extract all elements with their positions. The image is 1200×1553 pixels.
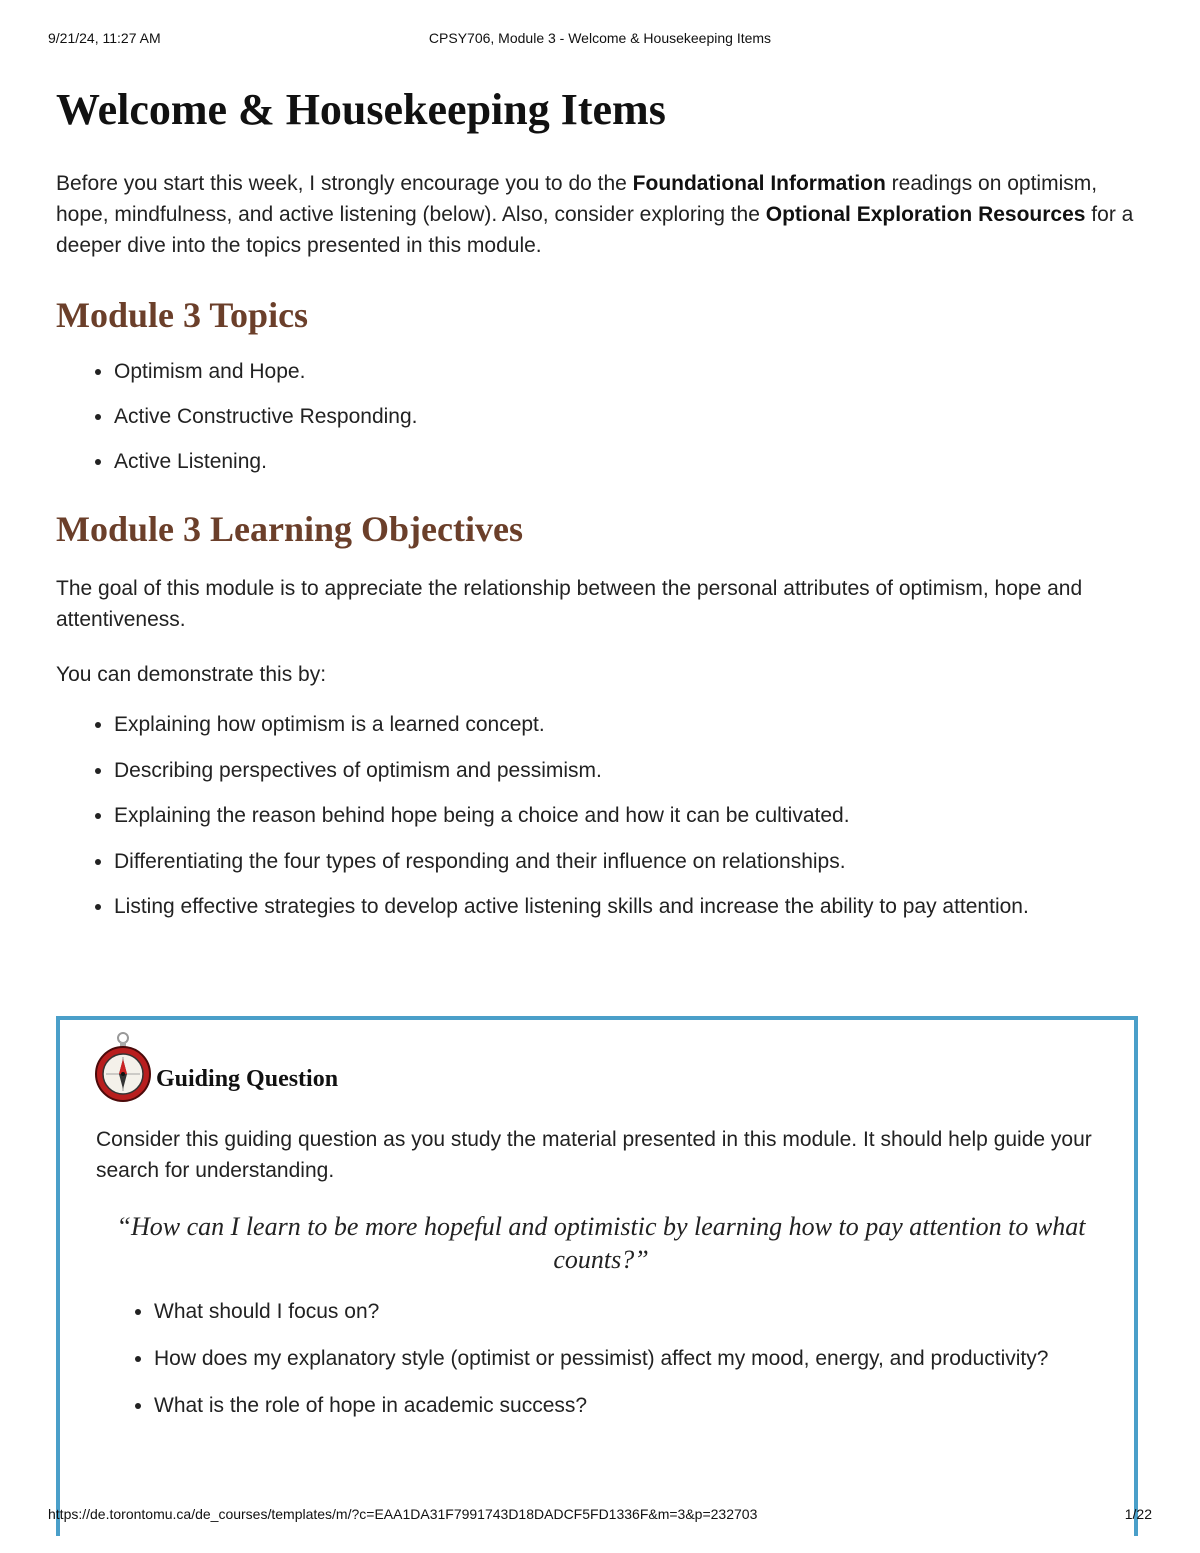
list-item: • Optimism and Hope. xyxy=(114,357,1146,387)
list-item: • Listing effective strategies to develop active listening skills and increase the ability to pay attention. xyxy=(114,892,1146,922)
print-datetime: 9/21/24, 11:27 AM xyxy=(48,30,161,46)
intro-text-3: for a deeper dive into the topics presented in this module. xyxy=(56,203,1134,257)
print-url: https://de.torontomu.ca/de_courses/templates/m/?c=EAA1DA31F7991743D18DADCF5FD1336F&m=3&p=232703 xyxy=(48,1506,758,1522)
list-item: • What is the role of hope in academic success? xyxy=(154,1391,1164,1421)
print-footer xyxy=(0,1506,1200,1526)
guiding-question-intro: Consider this guiding question as you study the material presented in this module. It should help guide your search for understanding. xyxy=(96,1128,1092,1182)
print-header xyxy=(0,30,1200,50)
guiding-question-title: Guiding Question xyxy=(156,1066,339,1092)
list-item: • Explaining the reason behind hope being a choice and how it can be cultivated. xyxy=(114,801,1146,831)
list-item: • Active Constructive Responding. xyxy=(114,402,1146,432)
objectives-list xyxy=(56,710,1146,922)
topics-list xyxy=(56,357,1146,477)
page-content xyxy=(56,82,1146,938)
list-item: • Explaining how optimism is a learned concept. xyxy=(114,710,1146,740)
objectives-goal: The goal of this module is to appreciate the relationship between the personal attributes of optimism, hope and attentiveness. xyxy=(56,577,1083,631)
list-item: • Active Listening. xyxy=(114,447,1146,477)
optional-resources-bold: Optional Exploration Resources xyxy=(765,203,1086,226)
intro-paragraph xyxy=(56,168,1146,261)
compass-icon xyxy=(94,1032,156,1102)
foundational-information-bold: Foundational Information xyxy=(632,172,886,195)
print-doc-title: CPSY706, Module 3 - Welcome & Housekeeping Items xyxy=(428,30,772,46)
guiding-question-list xyxy=(96,1297,1164,1438)
objectives-demo: You can demonstrate this by: xyxy=(56,663,327,686)
list-item: • Describing perspectives of optimism and pessimism. xyxy=(114,756,1146,786)
page-title: Welcome & Housekeeping Items xyxy=(56,85,666,134)
list-item: • How does my explanatory style (optimist or pessimist) affect my mood, energy, and productivity? xyxy=(154,1344,1164,1374)
intro-text-2: readings on optimism, hope, mindfulness, and active listening (below). Also, consider exploring the xyxy=(56,172,1098,226)
objectives-heading: Module 3 Learning Objectives xyxy=(56,509,523,549)
page-number: 1/22 xyxy=(1124,1506,1152,1522)
guiding-question-box xyxy=(56,1016,1138,1536)
topics-heading: Module 3 Topics xyxy=(56,295,309,335)
guiding-question-quote: “How can I learn to be more hopeful and optimistic by learning how to pay attention to what counts?” xyxy=(116,1212,1086,1274)
list-item: • What should I focus on? xyxy=(154,1297,1164,1327)
intro-text-1: Before you start this week, I strongly encourage you to do the xyxy=(56,172,633,195)
list-item: • Differentiating the four types of responding and their influence on relationships. xyxy=(114,847,1146,877)
